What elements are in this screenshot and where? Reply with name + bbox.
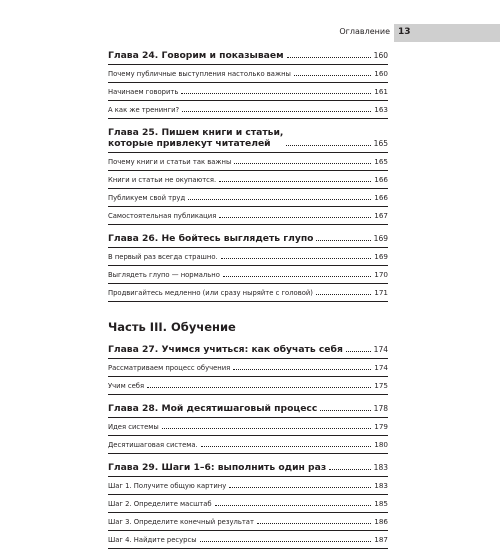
chapter-27	[108, 344, 388, 395]
chapter-heading[interactable]	[108, 403, 388, 418]
chapter-title: Глава 28. Мой десятишаговый процесс	[108, 403, 318, 414]
toc-entry[interactable]	[108, 284, 388, 302]
chapter-28	[108, 403, 388, 454]
entry-title: Шаг 3. Определите конечный результат	[108, 518, 254, 526]
entry-title: В первый раз всегда страшно.	[108, 253, 218, 261]
toc-entry[interactable]	[108, 531, 388, 549]
dot-leader	[147, 387, 371, 388]
dot-leader	[316, 240, 370, 241]
page-number: 13	[398, 27, 411, 37]
entry-title: Учим себя	[108, 382, 145, 390]
header-title: Оглавление	[339, 27, 390, 36]
entry-title: Шаг 1. Получите общую картину	[108, 482, 227, 490]
entry-page: 166	[374, 193, 388, 202]
chapter-heading[interactable]	[108, 344, 388, 359]
entry-page: 186	[374, 517, 388, 526]
entry-title: Продвигайтесь медленно (или сразу ныряйте с головой)	[108, 289, 313, 297]
toc-entry[interactable]	[108, 418, 388, 436]
toc-entry[interactable]	[108, 266, 388, 284]
dot-leader	[234, 163, 371, 164]
entry-title: Публикуем свой труд	[108, 194, 186, 202]
entry-title: Самостоятельная публикация	[108, 212, 217, 220]
dot-leader	[221, 258, 372, 259]
entry-title: Рассматриваем процесс обучения	[108, 364, 231, 372]
toc-entry[interactable]	[108, 248, 388, 266]
dot-leader	[188, 199, 371, 200]
chapter-heading[interactable]	[108, 127, 388, 153]
dot-leader	[200, 541, 372, 542]
dot-leader	[219, 181, 371, 182]
entry-title: Почему публичные выступления настолько важны	[108, 70, 291, 78]
entry-title: Выглядеть глупо — нормально	[108, 271, 220, 279]
toc-entry[interactable]	[108, 65, 388, 83]
chapter-page: 178	[373, 404, 388, 413]
chapter-title: Глава 24. Говорим и показываем	[108, 50, 284, 61]
entry-page: 170	[374, 270, 388, 279]
dot-leader	[233, 369, 371, 370]
chapter-26	[108, 233, 388, 302]
chapter-title	[108, 127, 283, 149]
entry-title: А как же тренинги?	[108, 106, 180, 114]
entry-page: 161	[374, 87, 388, 96]
entry-page: 160	[374, 69, 388, 78]
toc-entry[interactable]	[108, 189, 388, 207]
entry-page: 180	[374, 440, 388, 449]
toc-entry[interactable]	[108, 207, 388, 225]
entry-title: Книги и статьи не окупаются.	[108, 176, 217, 184]
chapter-29	[108, 462, 388, 549]
entry-title: Идея системы	[108, 423, 159, 431]
entry-page: 185	[374, 499, 388, 508]
entry-page: 165	[374, 157, 388, 166]
dot-leader	[181, 93, 371, 94]
entry-page: 179	[374, 422, 388, 431]
dot-leader	[219, 217, 371, 218]
entry-title: Шаг 4. Найдите ресурсы	[108, 536, 197, 544]
dot-leader	[182, 111, 371, 112]
entry-page: 175	[374, 381, 388, 390]
dot-leader	[215, 505, 372, 506]
dot-leader	[162, 428, 372, 429]
chapter-heading[interactable]	[108, 462, 388, 477]
dot-leader	[329, 469, 371, 470]
dot-leader	[229, 487, 371, 488]
chapter-page: 160	[373, 51, 388, 60]
chapter-title-line1: Глава 25. Пишем книги и статьи,	[108, 127, 284, 138]
dot-leader	[223, 276, 371, 277]
toc-entry[interactable]	[108, 477, 388, 495]
entry-title: Десятишаговая система.	[108, 441, 198, 449]
chapter-page: 174	[373, 345, 388, 354]
toc-entry[interactable]	[108, 83, 388, 101]
entry-page: 183	[374, 481, 388, 490]
chapter-heading[interactable]	[108, 50, 388, 65]
dot-leader	[316, 294, 371, 295]
toc-entry[interactable]	[108, 101, 388, 119]
entry-page: 167	[374, 211, 388, 220]
toc-entry[interactable]	[108, 171, 388, 189]
table-of-contents	[108, 50, 388, 549]
chapter-24	[108, 50, 388, 119]
chapter-title: Глава 26. Не бойтесь выглядеть глупо	[108, 233, 314, 244]
entry-page: 169	[374, 252, 388, 261]
dot-leader	[294, 75, 371, 76]
entry-title: Начинаем говорить	[108, 88, 179, 96]
toc-entry[interactable]	[108, 436, 388, 454]
page-number-box	[394, 24, 500, 42]
running-header	[0, 24, 500, 42]
toc-entry[interactable]	[108, 495, 388, 513]
dot-leader	[201, 446, 372, 447]
dot-leader	[346, 351, 371, 352]
chapter-page: 165	[373, 139, 388, 148]
toc-entry[interactable]	[108, 377, 388, 395]
chapter-25	[108, 127, 388, 225]
toc-entry[interactable]	[108, 359, 388, 377]
entry-page: 174	[374, 363, 388, 372]
chapter-title: Глава 29. Шаги 1–6: выполнить один раз	[108, 462, 327, 473]
entry-page: 171	[374, 288, 388, 297]
dot-leader	[257, 523, 371, 524]
dot-leader	[286, 145, 370, 146]
entry-title: Почему книги и статьи так важны	[108, 158, 232, 166]
entry-page: 166	[374, 175, 388, 184]
toc-entry[interactable]	[108, 513, 388, 531]
dot-leader	[287, 57, 371, 58]
toc-entry[interactable]	[108, 153, 388, 171]
entry-page: 187	[374, 535, 388, 544]
chapter-heading[interactable]	[108, 233, 388, 248]
entry-page: 163	[374, 105, 388, 114]
dot-leader	[320, 410, 370, 411]
chapter-title: Глава 27. Учимся учиться: как обучать себя	[108, 344, 343, 355]
entry-title: Шаг 2. Определите масштаб	[108, 500, 212, 508]
chapter-page: 169	[373, 234, 388, 243]
part-title: Часть III. Обучение	[108, 320, 236, 334]
chapter-page: 183	[373, 463, 388, 472]
chapter-title-line2: которые привлекут читателей	[108, 138, 271, 149]
